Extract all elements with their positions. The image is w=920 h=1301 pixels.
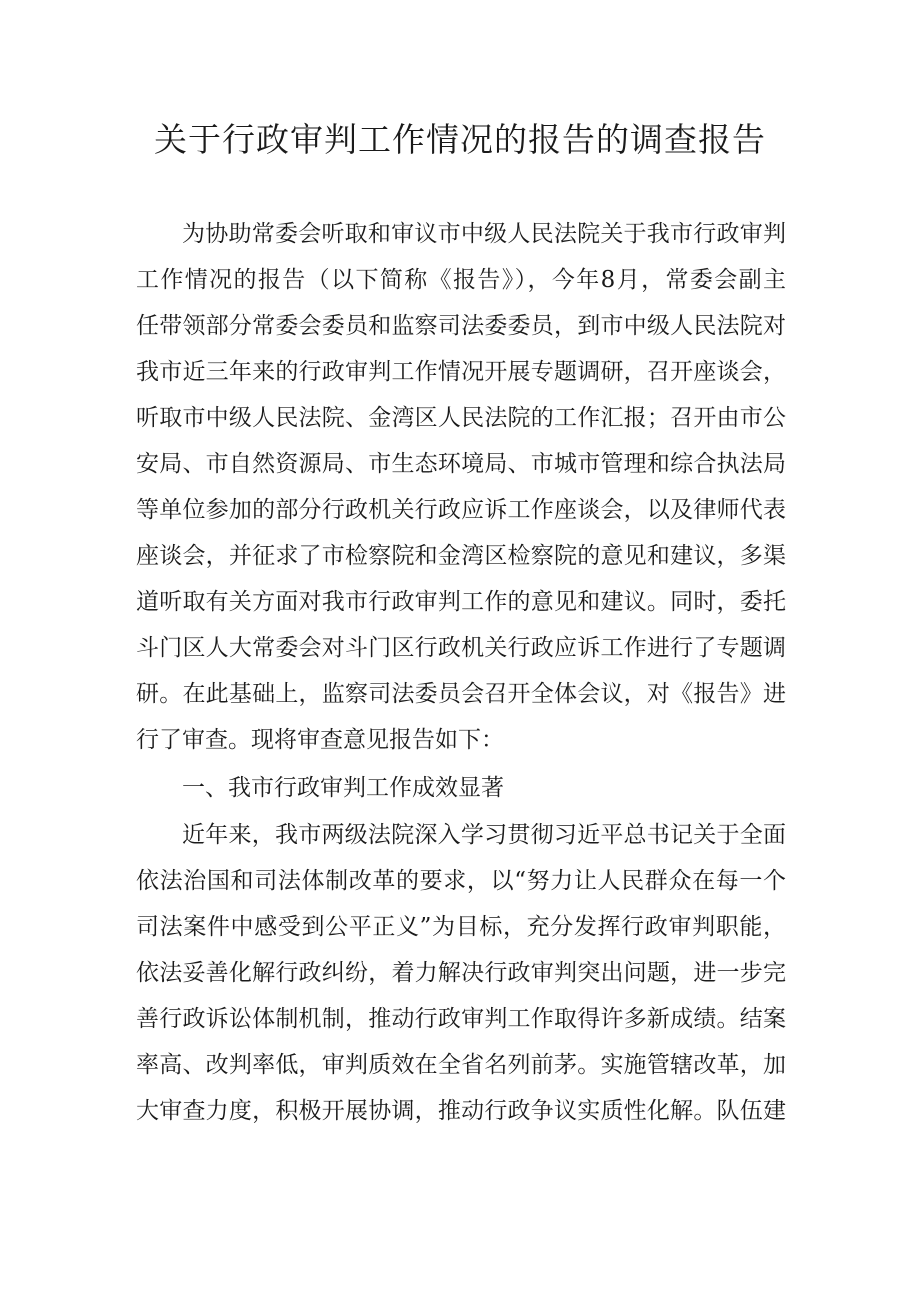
section-heading: 一、我市行政审判工作成效显著 — [182, 775, 504, 801]
paragraph-line: 依法治国和司法体制改革的要求，以“努力让人民群众在每一个 — [136, 868, 786, 894]
paragraph-line: 道听取有关方面对我市行政审判工作的意见和建议。同时，委托 — [136, 589, 786, 615]
paragraph-line: 座谈会，并征求了市检察院和金湾区检察院的意见和建议，多渠 — [136, 543, 786, 569]
paragraph-line: 斗门区人大常委会对斗门区行政机关行政应诉工作进行了专题调 — [136, 635, 786, 661]
paragraph-line: 工作情况的报告（以下简称《报告》），今年8月，常委会副主 — [136, 267, 786, 293]
paragraph-line: 司法案件中感受到公平正义”为目标，充分发挥行政审判职能， — [136, 914, 786, 940]
paragraph-line: 等单位参加的部分行政机关行政应诉工作座谈会，以及律师代表 — [136, 497, 786, 523]
paragraph-line: 为协助常委会听取和审议市中级人民法院关于我市行政审判 — [182, 221, 786, 247]
document-title: 关于行政审判工作情况的报告的调查报告 — [154, 120, 766, 159]
paragraph-line: 我市近三年来的行政审判工作情况开展专题调研，召开座谈会， — [136, 359, 786, 385]
paragraph-line: 依法妥善化解行政纠纷，着力解决行政审判突出问题，进一步完 — [136, 960, 786, 986]
paragraph-line: 任带领部分常委会委员和监察司法委委员，到市中级人民法院对 — [136, 313, 786, 339]
paragraph-line: 听取市中级人民法院、金湾区人民法院的工作汇报；召开由市公 — [136, 405, 786, 431]
paragraph-line: 研。在此基础上，监察司法委员会召开全体会议，对《报告》进 — [136, 681, 786, 707]
paragraph-line: 善行政诉讼体制机制，推动行政审判工作取得许多新成绩。结案 — [136, 1006, 786, 1032]
paragraph-line: 近年来，我市两级法院深入学习贯彻习近平总书记关于全面 — [182, 822, 786, 848]
paragraph-line: 率高、改判率低，审判质效在全省名列前茅。实施管辖改革，加 — [136, 1052, 786, 1078]
paragraph-line: 安局、市自然资源局、市生态环境局、市城市管理和综合执法局 — [136, 451, 786, 477]
paragraph-line: 大审查力度，积极开展协调，推动行政争议实质性化解。队伍建 — [136, 1098, 786, 1124]
paragraph-line: 行了审查。现将审查意见报告如下： — [136, 727, 504, 753]
